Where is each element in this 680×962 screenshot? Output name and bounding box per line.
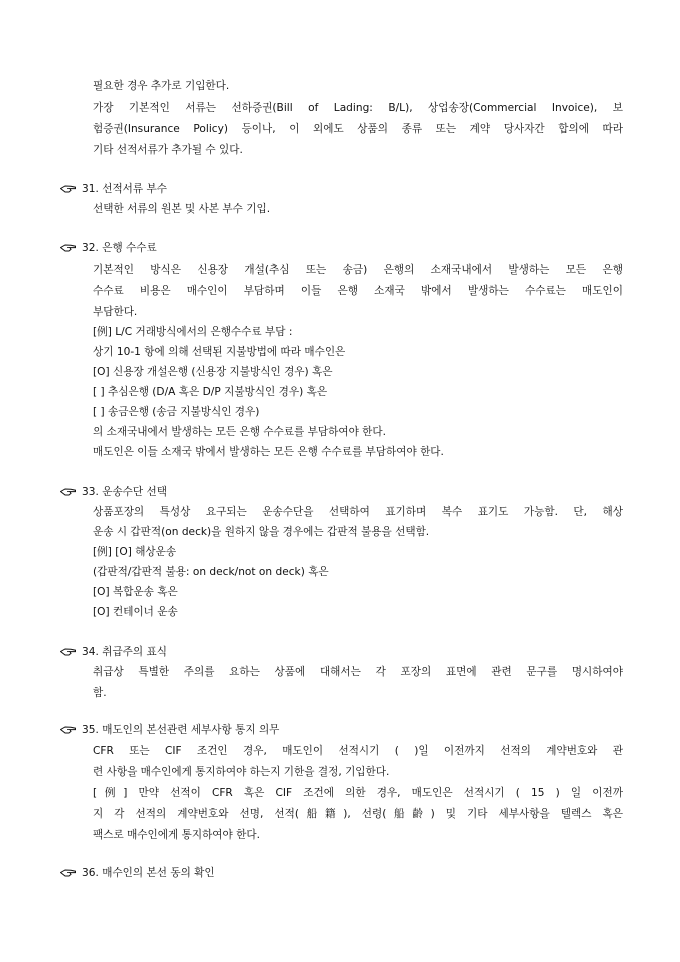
section-33-line-2: 운송 시 갑판적(on deck)을 원하지 않을 경우에는 갑판적 불용을 선택함. bbox=[93, 526, 430, 538]
section-33-heading bbox=[60, 485, 620, 499]
section-33-line-4: (갑판적/갑판적 불용: on deck/not on deck) 혹은 bbox=[93, 566, 329, 578]
section-36-title: 36. 매수인의 본선 동의 확인 bbox=[82, 867, 215, 879]
intro-line-4: 기타 선적서류가 추가될 수 있다. bbox=[93, 144, 243, 156]
section-32-title: 32. 은행 수수료 bbox=[82, 242, 157, 254]
intro-line-1: 필요한 경우 추가로 기입한다. bbox=[93, 80, 230, 92]
pointing-hand-icon bbox=[60, 243, 78, 252]
section-33-line-3: [例] [O] 해상운송 bbox=[93, 546, 177, 558]
section-35-line-3: [例] 만약 선적이 CFR 혹은 CIF 조건에 의한 경우, 매도인은 선적시기 ( 15 ) 일 이전까 bbox=[93, 787, 623, 799]
pointing-hand-icon bbox=[60, 184, 78, 193]
intro-line-3: 험증권(Insurance Policy) 등이나, 이 외에도 상품의 종류 또는 계약 당사자간 합의에 따라 bbox=[93, 123, 623, 135]
section-35-line-5: 팩스로 매수인에게 통지하여야 한다. bbox=[93, 829, 260, 841]
section-32-line-6: [O] 신용장 개설은행 (신용장 지불방식인 경우) 혹은 bbox=[93, 366, 333, 378]
section-32-line-3: 부담한다. bbox=[93, 306, 138, 318]
pointing-hand-icon bbox=[60, 487, 78, 496]
intro-line-2: 가장 기본적인 서류는 선하증권(Bill of Lading: B/L), 상업송장(Commercial Invoice), 보 bbox=[93, 102, 623, 114]
section-32-line-9: 의 소재국내에서 발생하는 모든 은행 수수료를 부담하여야 한다. bbox=[93, 426, 387, 438]
section-32-line-8: [ ] 송금은행 (송금 지불방식인 경우) bbox=[93, 406, 260, 418]
pointing-hand-icon bbox=[60, 725, 78, 734]
section-31-line-1: 선택한 서류의 원본 및 사본 부수 기입. bbox=[93, 203, 271, 215]
section-36-heading bbox=[60, 866, 620, 880]
section-35-title: 35. 매도인의 본선관련 세부사항 통지 의무 bbox=[82, 724, 280, 736]
section-34-line-1: 취급상 특별한 주의를 요하는 상품에 대해서는 각 포장의 표면에 관련 문구를 명시하여야 bbox=[93, 666, 623, 678]
section-35-line-2: 련 사항을 매수인에게 통지하여야 하는지 기한을 결정, 기입한다. bbox=[93, 766, 390, 778]
section-32-heading bbox=[60, 241, 620, 255]
section-33-line-1: 상품포장의 특성상 요구되는 운송수단을 선택하여 표기하며 복수 표기도 가능함. 단, 해상 bbox=[93, 506, 623, 518]
section-31-title: 31. 선적서류 부수 bbox=[82, 183, 167, 195]
section-31-heading bbox=[60, 182, 620, 196]
section-32-line-2: 수수료 비용은 매수인이 부담하며 이들 은행 소재국 밖에서 발생하는 수수료는 매도인이 bbox=[93, 285, 623, 297]
section-34-heading bbox=[60, 645, 620, 659]
section-32-line-1: 기본적인 방식은 신용장 개설(추심 또는 송금) 은행의 소재국내에서 발생하는 모든 은행 bbox=[93, 264, 623, 276]
pointing-hand-icon bbox=[60, 868, 78, 877]
section-33-line-6: [O] 컨테이너 운송 bbox=[93, 606, 178, 618]
section-32-line-7: [ ] 추심은행 (D/A 혹은 D/P 지불방식인 경우) 혹은 bbox=[93, 386, 328, 398]
section-35-line-1: CFR 또는 CIF 조건인 경우, 매도인이 선적시기 ( )일 이전까지 선적의 계약번호와 관 bbox=[93, 745, 623, 757]
section-34-title: 34. 취급주의 표식 bbox=[82, 646, 167, 658]
section-35-line-4: 지 각 선적의 계약번호와 선명, 선적(船籍), 선령(船齡) 및 기타 세부사항을 텔렉스 혹은 bbox=[93, 808, 623, 820]
section-32-line-10: 매도인은 이들 소재국 밖에서 발생하는 모든 은행 수수료를 부담하여야 한다. bbox=[93, 446, 444, 458]
section-35-heading bbox=[60, 723, 620, 737]
section-32-line-5: 상기 10-1 항에 의해 선택된 지불방법에 따라 매수인은 bbox=[93, 346, 346, 358]
section-33-line-5: [O] 복합운송 혹은 bbox=[93, 586, 178, 598]
section-33-title: 33. 운송수단 선택 bbox=[82, 486, 167, 498]
section-32-line-4: [例] L/C 거래방식에서의 은행수수료 부담 : bbox=[93, 326, 293, 338]
pointing-hand-icon bbox=[60, 647, 78, 656]
section-34-line-2: 함. bbox=[93, 687, 107, 699]
